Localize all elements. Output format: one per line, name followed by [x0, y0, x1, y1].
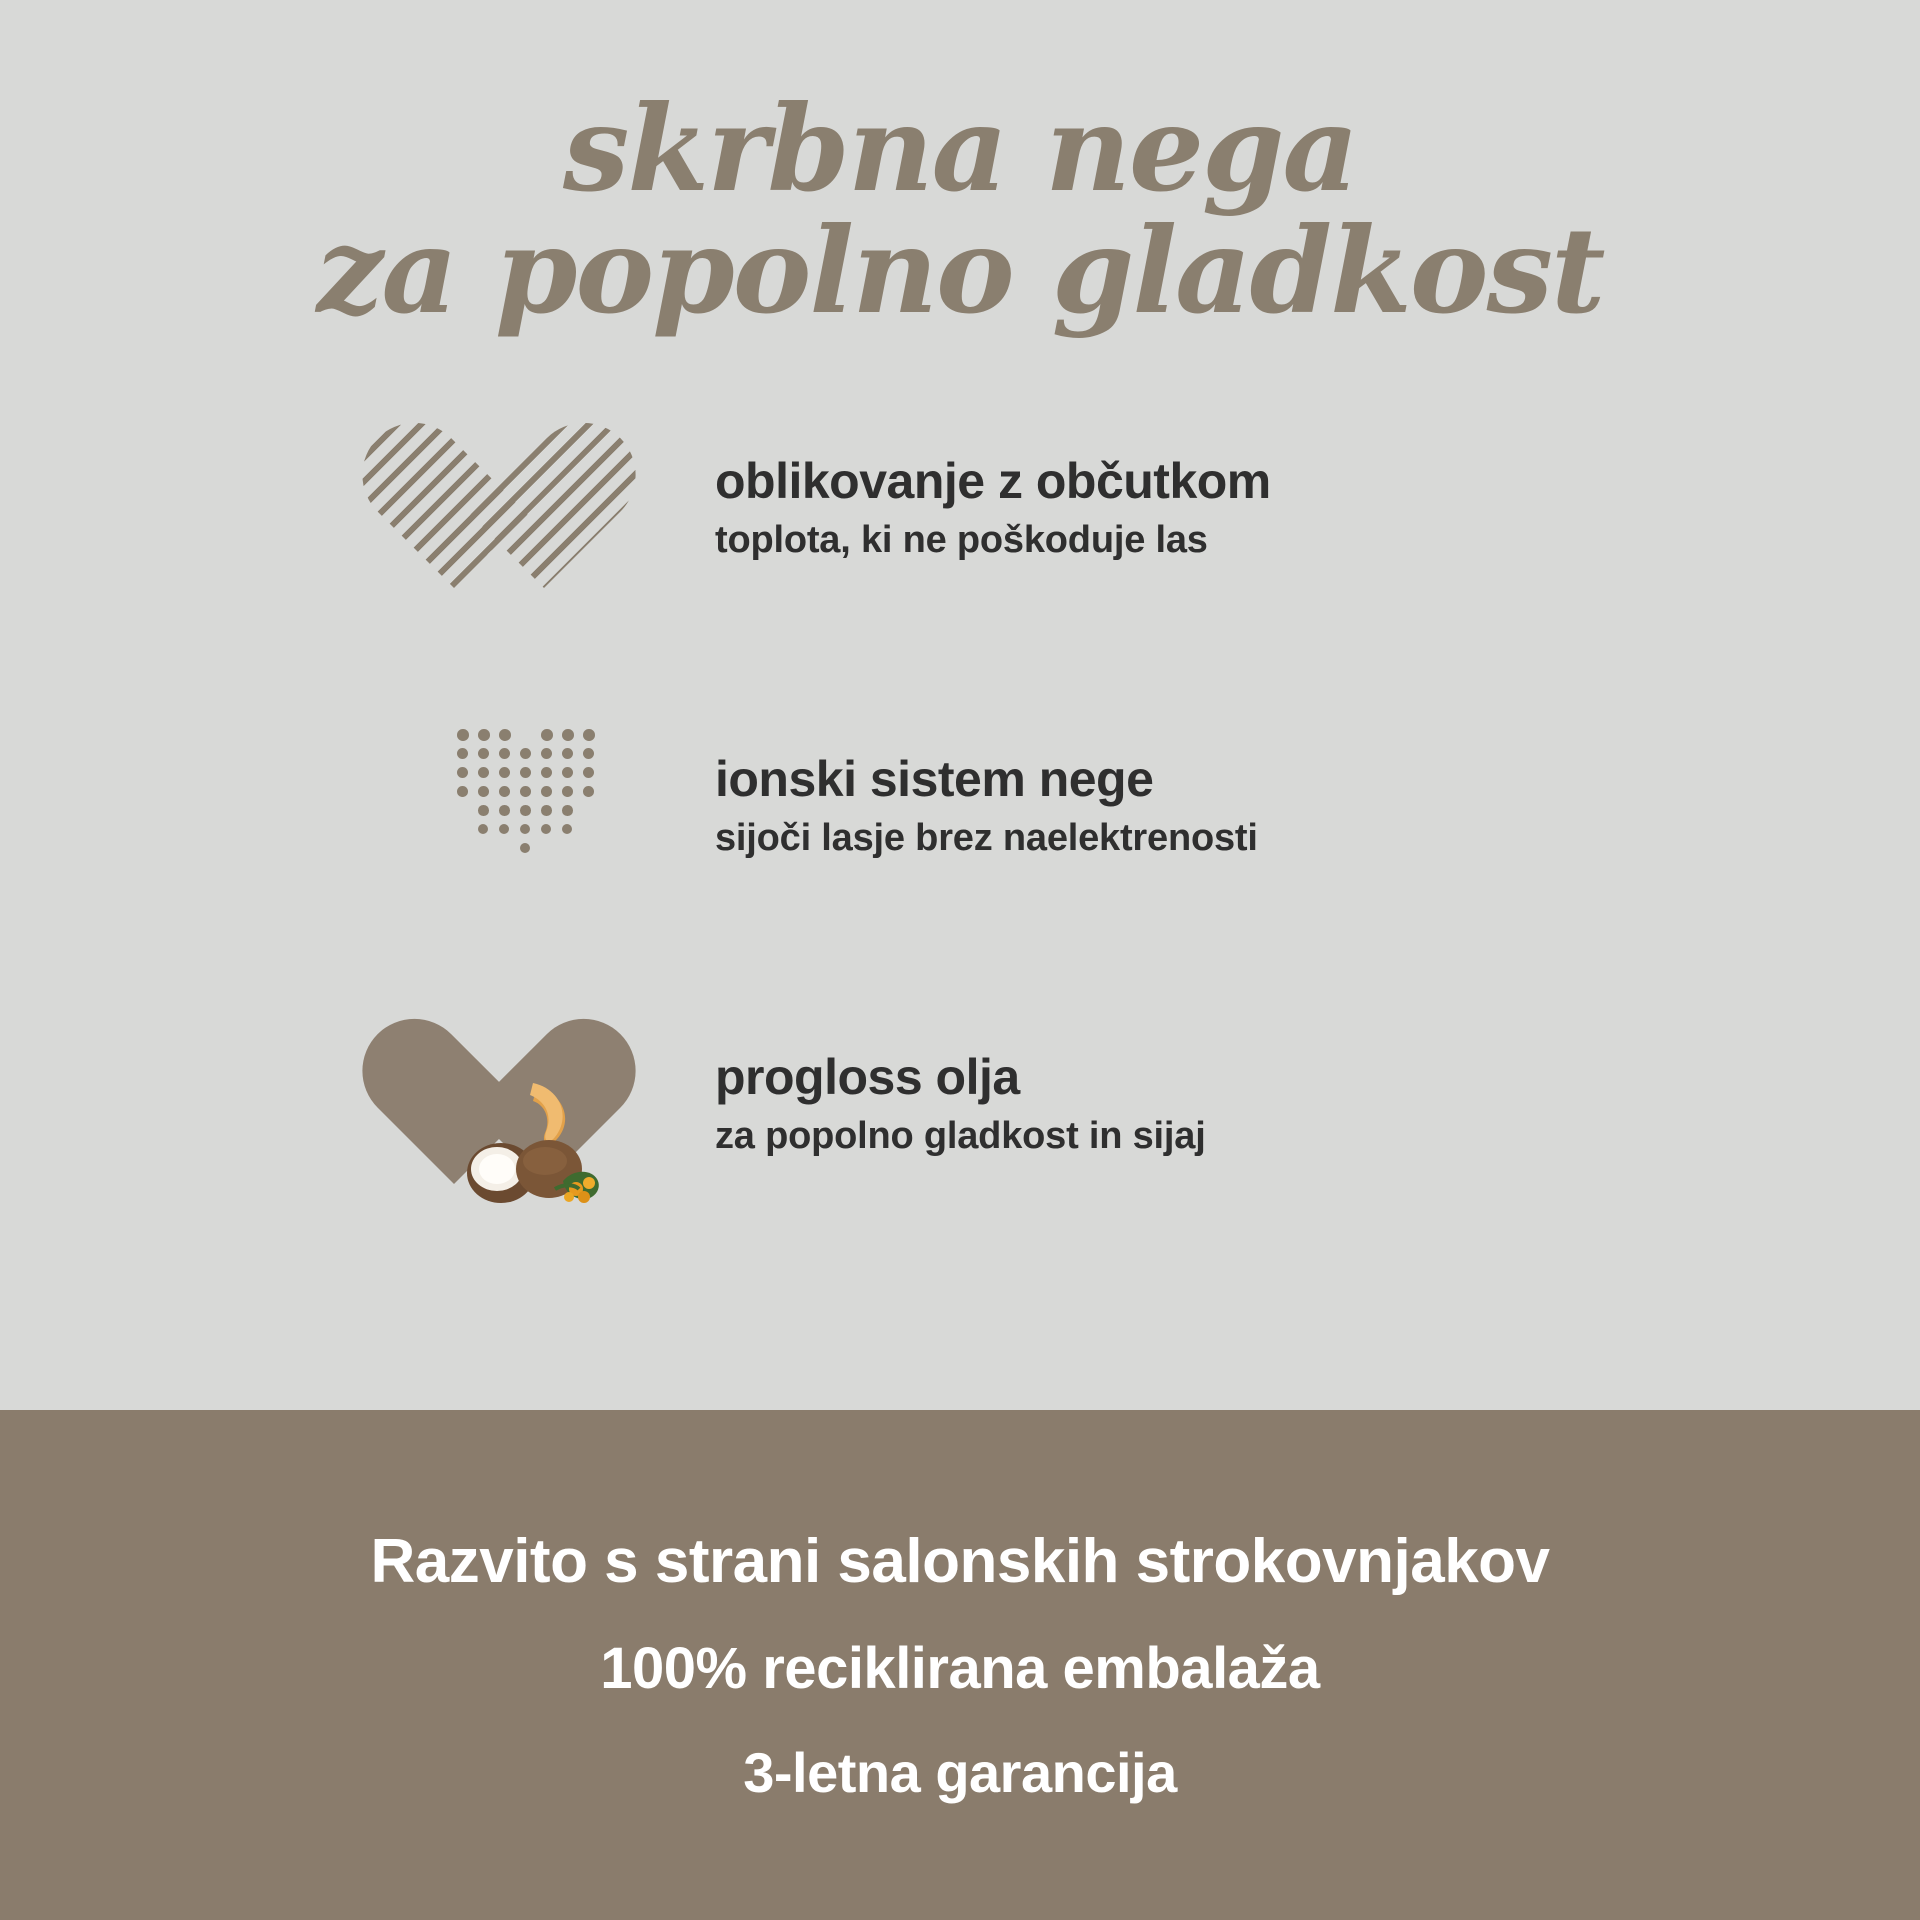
band-line-1: Razvito s strani salonskih strokovnjakov [370, 1526, 1550, 1596]
headline-line-1: skrbna nega [562, 79, 1358, 218]
striped-heart-icon [415, 403, 645, 613]
feature-item-progloss [415, 999, 1920, 1209]
band-line-2: 100% reciklirana embalaža [600, 1635, 1320, 1701]
halftone-dot [499, 805, 510, 816]
halftone-dot [520, 805, 531, 816]
halftone-dot [562, 805, 573, 816]
halftone-dot [541, 786, 552, 797]
halftone-dot [499, 767, 510, 778]
halftone-dot [541, 805, 552, 816]
halftone-dot [583, 748, 594, 759]
feature-list [0, 403, 1920, 1209]
halftone-dot [520, 748, 531, 759]
halftone-dot [541, 824, 551, 834]
halftone-dot [583, 767, 594, 778]
halftone-dot [478, 805, 489, 816]
feature-subtitle: za popolno gladkost in sijaj [715, 1115, 1206, 1158]
halftone-dot [457, 786, 468, 797]
coconut-illustration [445, 1077, 615, 1207]
halftone-dot [478, 767, 489, 778]
feature-title: progloss olja [715, 1048, 1020, 1105]
feature-subtitle: toplota, ki ne poškoduje las [715, 519, 1208, 562]
halftone-dot [499, 786, 510, 797]
headline-line-2: za popolno gladkost [316, 201, 1604, 340]
halftone-dot [541, 767, 552, 778]
feature-item-oblikovanje [415, 403, 1920, 613]
dotted-heart-icon [415, 701, 645, 911]
halftone-dot [499, 729, 511, 741]
halftone-dot [562, 767, 573, 778]
halftone-dot [520, 824, 530, 834]
halftone-dot [562, 786, 573, 797]
coconut-heart-icon [415, 999, 645, 1209]
halftone-dot [520, 843, 530, 853]
halftone-dot [562, 748, 573, 759]
halftone-dot [478, 748, 489, 759]
feature-title: oblikovanje z občutkom [715, 452, 1271, 509]
halftone-dot [457, 767, 468, 778]
halftone-dot [583, 786, 594, 797]
guarantee-band [0, 1410, 1920, 1920]
halftone-dot [520, 767, 531, 778]
halftone-dot [541, 748, 552, 759]
halftone-dot [583, 729, 595, 741]
halftone-dot [457, 729, 469, 741]
halftone-dot [562, 824, 572, 834]
feature-text [715, 453, 1271, 564]
halftone-dot [520, 786, 531, 797]
halftone-dot [499, 748, 510, 759]
halftone-dot [457, 748, 468, 759]
halftone-dot [478, 824, 488, 834]
feature-text [715, 1049, 1206, 1160]
halftone-dot [478, 729, 490, 741]
halftone-dot [541, 729, 553, 741]
band-line-3: 3-letna garancija [743, 1740, 1177, 1804]
feature-text [715, 751, 1258, 862]
halftone-dot [499, 824, 509, 834]
halftone-dot [478, 786, 489, 797]
halftone-dot [562, 729, 574, 741]
feature-subtitle: sijoči lasje brez naelektrenosti [715, 817, 1258, 860]
feature-item-ionski [415, 701, 1920, 911]
feature-title: ionski sistem nege [715, 750, 1154, 807]
page-title [0, 0, 1920, 340]
